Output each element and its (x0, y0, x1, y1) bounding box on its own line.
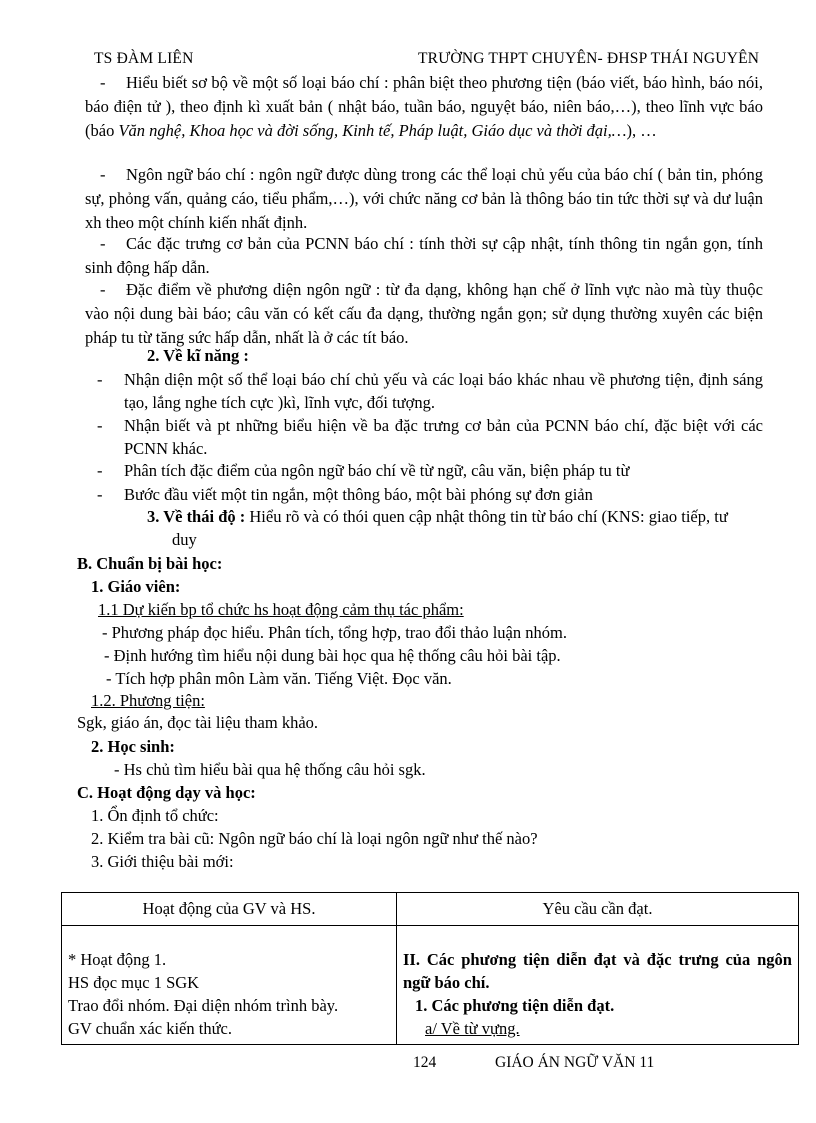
requirement-title: II. Các phương tiện diễn đạt và đặc trưng của ngôn ngữ báo chí. (403, 950, 792, 992)
knowledge-paragraph-4: - Đặc điểm về phương diện ngôn ngữ : từ đa dạng, không hạn chế ở lĩnh vực nào mà tùy thuộc vào nội dung bài báo; câu văn có kết cấu đa dạng, thường ngắn gọn; sử dụng thường xuyên các biện pháp tu từ tăng sức hấp dẫn, nhất là ở các tít báo. (85, 280, 763, 347)
attitude-line-1: 3. Về thái độ : Hiểu rõ và có thói quen cập nhật thông tin từ báo chí (KNS: giao tiếp, tư (147, 507, 728, 526)
requirement-cell (397, 926, 799, 1045)
header-school: TRƯỜNG THPT CHUYÊN- ĐHSP THÁI NGUYÊN (418, 50, 760, 67)
teacher-item: - Tích hợp phân môn Làm văn. Tiếng Việt. Đọc văn. (106, 669, 452, 688)
activity-item: 2. Kiểm tra bài cũ: Ngôn ngữ báo chí là loại ngôn ngữ như thế nào? (91, 829, 538, 848)
col2-header: Yêu cầu cần đạt. (397, 893, 799, 926)
table-header-row (62, 893, 799, 926)
teacher-heading: 1. Giáo viên: (91, 577, 181, 596)
attitude-line-2: duy (172, 530, 197, 549)
teacher-sub-2-text: Sgk, giáo án, đọc tài liệu tham khảo. (77, 713, 319, 732)
activity-item: 3. Giới thiệu bài mới: (91, 852, 234, 871)
table-row (62, 926, 799, 1045)
lesson-table (61, 892, 799, 1045)
activity-line: Trao đổi nhóm. Đại diện nhóm trình bày. (68, 996, 339, 1015)
activity-line: GV chuẩn xác kiến thức. (68, 1019, 232, 1038)
activity-cell (62, 926, 397, 1045)
skill-item: - Bước đầu viết một tin ngắn, một thông báo, một bài phóng sự đơn giản (97, 485, 593, 504)
skills-heading: 2. Về kĩ năng : (147, 346, 249, 365)
teacher-item: - Định hướng tìm hiểu nội dung bài học qua hệ thống câu hỏi bài tập. (104, 646, 561, 665)
activities-heading: C. Hoạt động dạy và học: (77, 783, 256, 802)
student-text: - Hs chủ tìm hiểu bài qua hệ thống câu hỏi sgk. (114, 760, 426, 779)
skill-item: - Nhận diện một số thể loại báo chí chủ yếu và các loại báo khác nhau về phương tiện, định sáng tạo, lắng nghe tích cực )kì, lĩnh vực, đối tượng. (97, 370, 763, 412)
knowledge-paragraph-1: - Hiểu biết sơ bộ về một số loại báo chí : phân biệt theo phương tiện (báo viết, báo hình, báo nói, báo điện tử ), theo định kì xuất bản ( nhật báo, tuần báo, nguyệt báo, niên báo,…), theo lĩnh vực báo (báo Văn nghệ, Khoa học và đời sống, Kinh tế, Pháp luật, Giáo dục và thời đại,…), … (85, 73, 763, 140)
activity-item: 1. Ổn định tổ chức: (91, 806, 219, 825)
knowledge-paragraph-2: - Ngôn ngữ báo chí : ngôn ngữ được dùng trong các thể loại chủ yếu của báo chí ( bản tin, phóng sự, phỏng vấn, quảng cáo, tiểu phẩm,…), với chức năng cơ bản là thông báo tin tức thời sự và dư luận xh theo một chính kiến nhất định. (85, 165, 763, 232)
requirement-item: a/ Về từ vựng. (425, 1019, 520, 1038)
teacher-sub-2: 1.2. Phương tiện: (91, 691, 205, 710)
activity-line: * Hoạt động 1. (68, 950, 167, 969)
teacher-item: - Phương pháp đọc hiểu. Phân tích, tổng hợp, trao đổi thảo luận nhóm. (102, 623, 567, 642)
student-heading: 2. Học sinh: (91, 737, 175, 756)
knowledge-paragraph-3: - Các đặc trưng cơ bản của PCNN báo chí : tính thời sự cập nhật, tính thông tin ngắn gọn, tính sinh động hấp dẫn. (85, 234, 763, 277)
footer-title: GIÁO ÁN NGỮ VĂN 11 (495, 1054, 655, 1071)
skill-item: - Phân tích đặc điểm của ngôn ngữ báo chí về từ ngữ, câu văn, biện pháp tu từ (97, 461, 630, 480)
prep-heading: B. Chuẩn bị bài học: (77, 554, 223, 573)
header-author: TS ĐÀM LIÊN (94, 50, 194, 67)
activity-line: HS đọc mục 1 SGK (68, 973, 200, 992)
requirement-subtitle: 1. Các phương tiện diễn đạt. (415, 996, 615, 1015)
col1-header: Hoạt động của GV và HS. (62, 893, 397, 926)
skill-item: - Nhận biết và pt những biểu hiện về ba đặc trưng cơ bản của PCNN báo chí, đặc biệt với các PCNN khác. (97, 416, 763, 458)
page-number: 124 (413, 1054, 437, 1071)
teacher-sub-1: 1.1 Dự kiến bp tổ chức hs hoạt động cảm thụ tác phẩm: (98, 600, 464, 619)
